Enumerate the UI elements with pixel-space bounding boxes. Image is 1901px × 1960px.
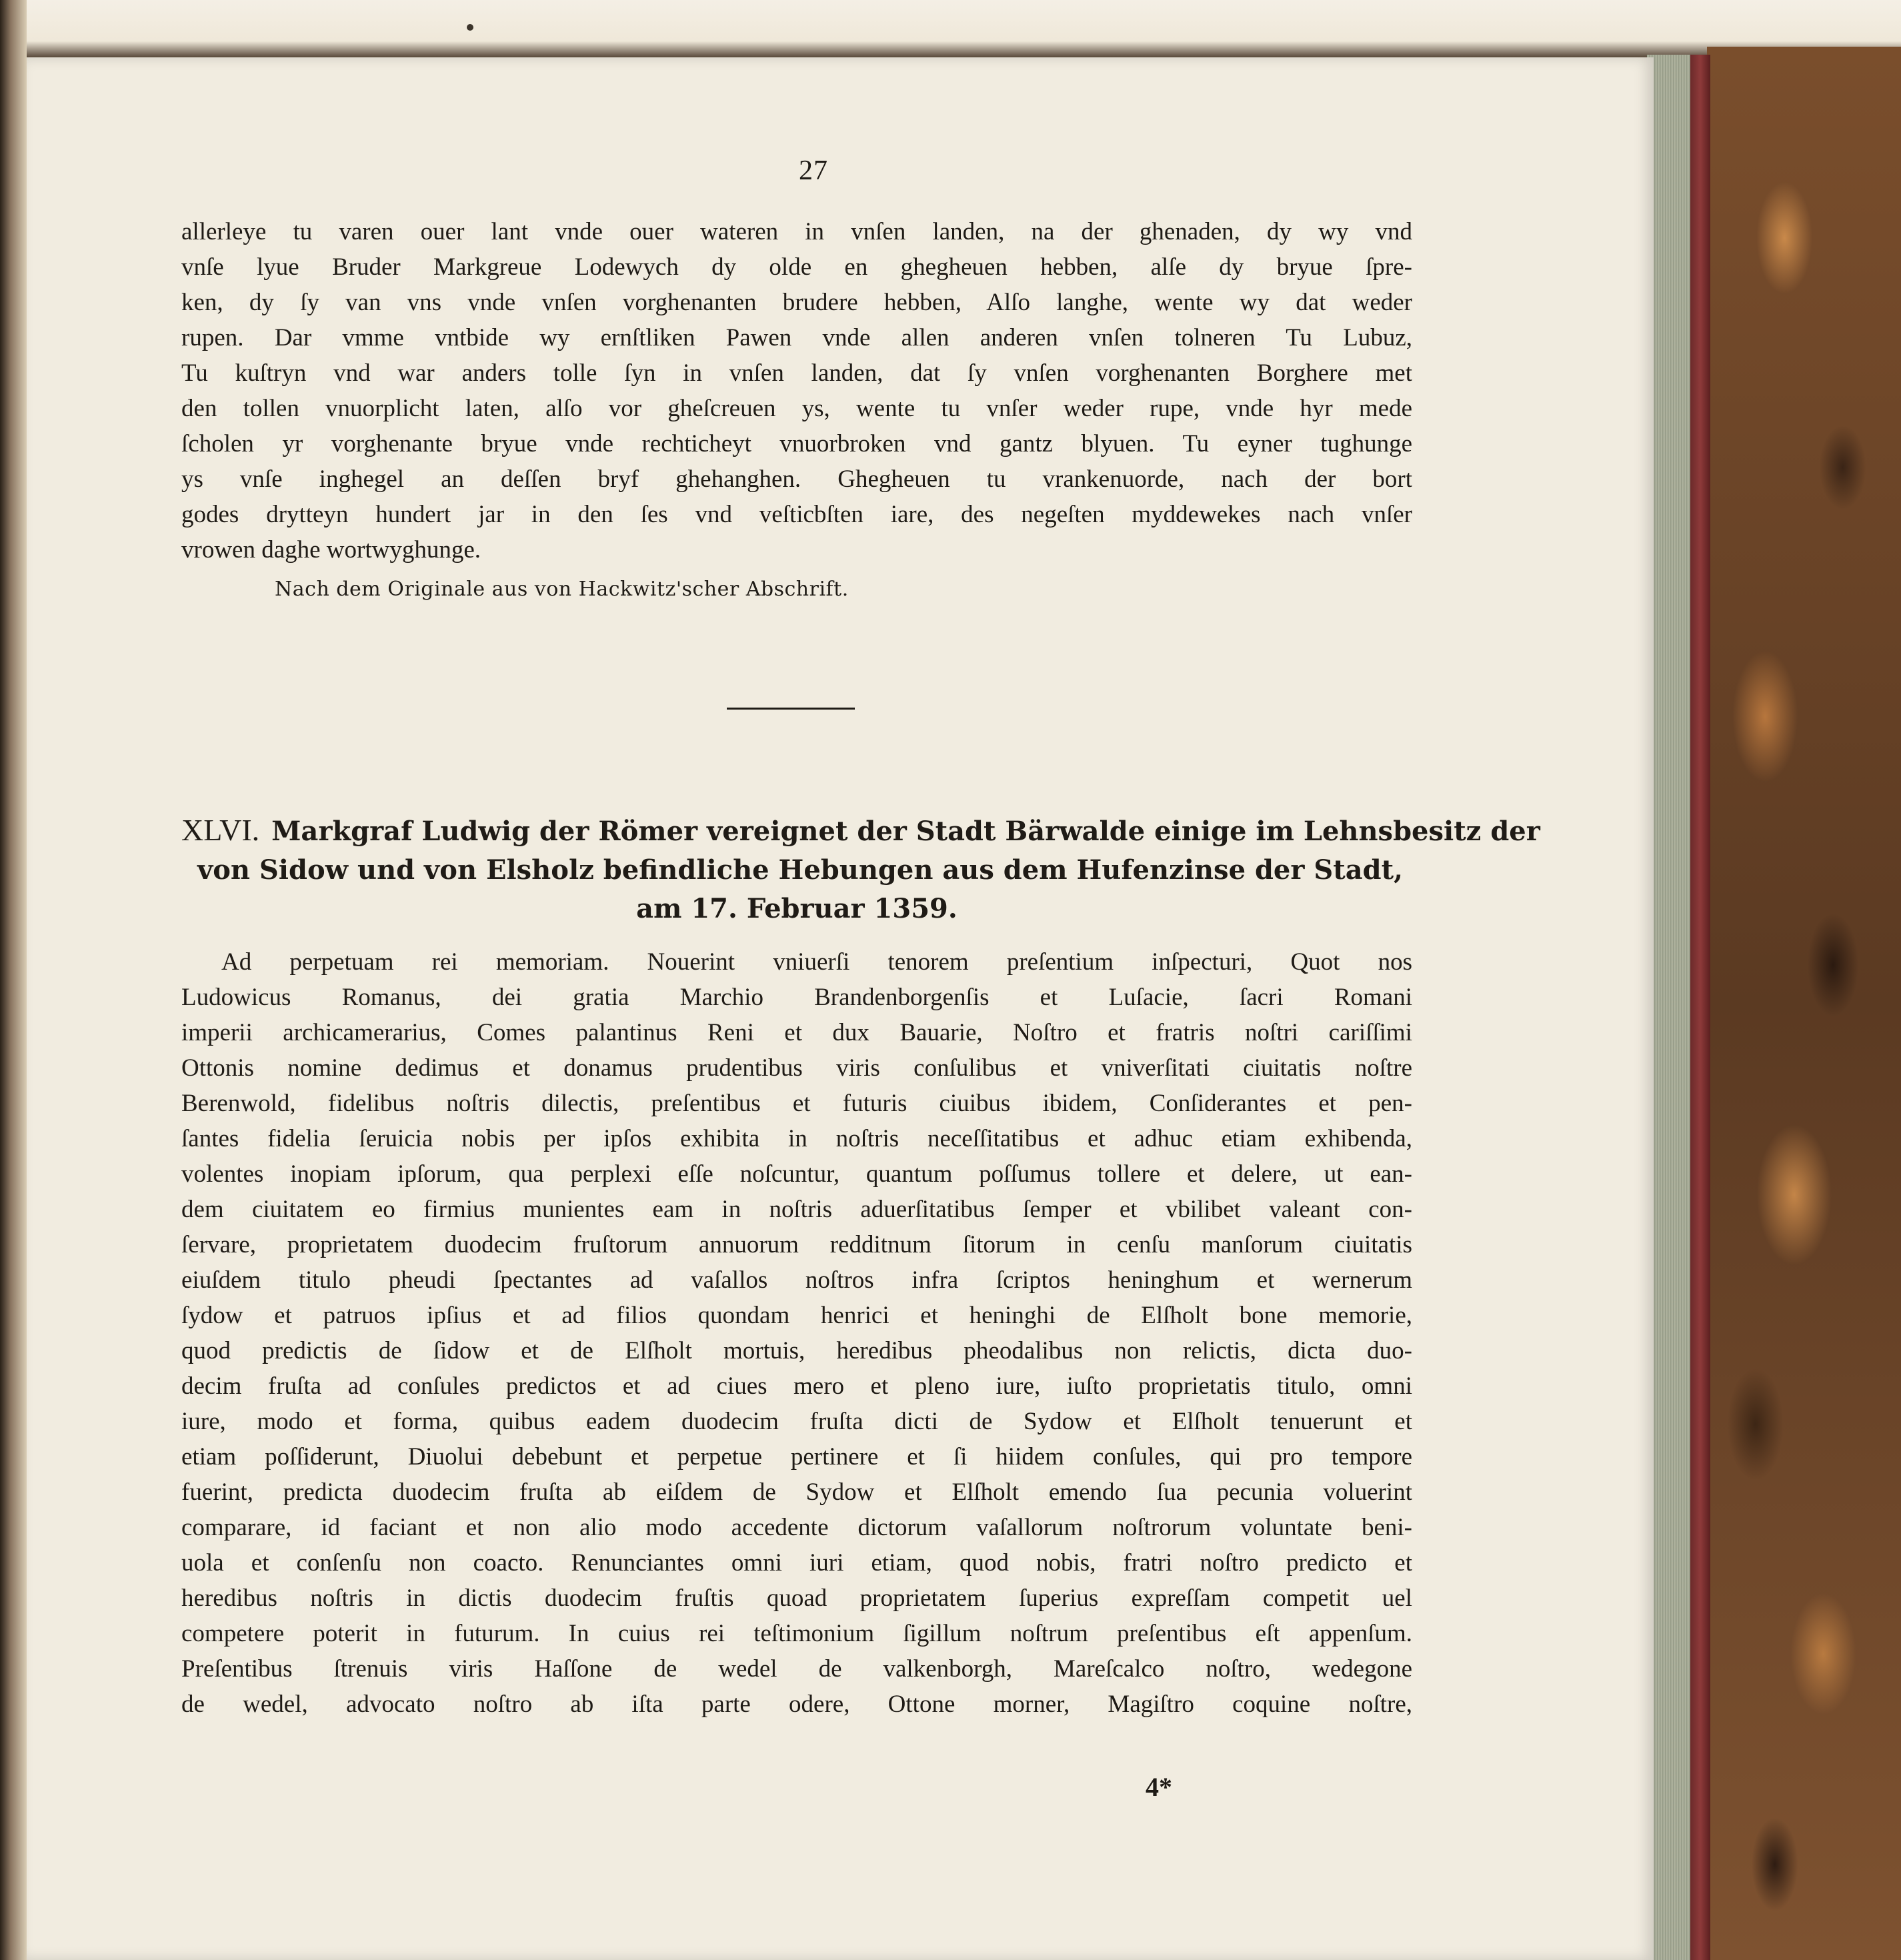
heading-text-1: Markgraf Ludwig der Römer vereignet der Stadt Bärwalde einige im Lehnsbesitz der — [271, 816, 1540, 847]
text-line: Preſentibus ſtrenuis viris Haſſone de wedel de valkenborgh, Mareſcalco noſtro, wedegone — [181, 1655, 1412, 1683]
text-line: ken, dy ſy van vns vnde vnſen vorghenanten brudere hebben, Alſo langhe, wente wy dat weder — [181, 289, 1412, 316]
heading-line-2: von Sidow und von Elsholz befindliche Hebungen aus dem Hufenzinse der Stadt, — [197, 854, 1404, 886]
heading-line-3: am 17. Februar 1359. — [636, 893, 958, 924]
text-line: fuerint, predicta duodecim fruſta ab eiſdem de Sydow et Elſholt emendo ſua pecunia voluerint — [181, 1479, 1412, 1506]
text-line: quod predictis de ſidow et de Elſholt mortuis, heredibus pheodalibus non relictis, dicta duo- — [181, 1337, 1412, 1364]
text-line: dem ciuitatem eo firmius munientes eam in noſtris aduerſitatibus ſemper et vbilibet valeant con- — [181, 1196, 1412, 1223]
paragraph-continuation — [181, 214, 1412, 568]
text-line: godes drytteyn hundert jar in den ſes vnd veſticbſten iare, des negeſten myddewekes nach vnſer — [181, 501, 1412, 528]
text-line: volentes inopiam ipſorum, qua perplexi eſſe noſcuntur, quantum poſſumus tollere et delere, ut ean- — [181, 1160, 1412, 1188]
document-heading — [181, 811, 1540, 928]
source-note: Nach dem Originale aus von Hackwitz'scher Abschrift. — [275, 578, 849, 601]
marbled-cover — [1707, 47, 1901, 1960]
top-edge — [0, 0, 1901, 59]
signature-mark: 4* — [1146, 1772, 1172, 1802]
section-divider — [727, 708, 855, 710]
charter-text — [181, 944, 1412, 1722]
left-binding-edge — [0, 0, 27, 1960]
text-line: rupen. Dar vmme vntbide wy ernſtliken Pawen vnde allen anderen vnſen tolneren Tu Lubuz, — [181, 324, 1412, 351]
heading-line-1 — [181, 811, 1540, 851]
text-line: ſydow et patruos ipſius et ad filios quondam henrici et heninghi de Elſholt bone memorie, — [181, 1302, 1412, 1329]
text-line: heredibus noſtris in dictis duodecim fruſtis quoad proprietatem ſuperius expreſſam competit uel — [181, 1585, 1412, 1612]
text-line: eiuſdem titulo pheudi ſpectantes ad vaſallos noſtros infra ſcriptos heninghum et wernerum — [181, 1266, 1412, 1294]
text-line: Ottonis nomine dedimus et donamus prudentibus viris conſulibus et vniverſitati ciuitatis noſtre — [181, 1054, 1412, 1082]
text-line: uola et conſenſu non coacto. Renunciantes omni iuri etiam, quod nobis, fratri noſtro predicto et — [181, 1549, 1412, 1577]
text-line: decim fruſta ad conſules predictos et ad ciues mero et pleno iure, iuſto proprietatis titulo, omni — [181, 1372, 1412, 1400]
text-line: Berenwold, fidelibus noſtris dilectis, preſentibus et futuris ciuibus ibidem, Conſiderantes et pen- — [181, 1090, 1412, 1117]
text-line: vrowen daghe wortwyghunge. — [181, 536, 481, 564]
text-line: ſervare, proprietatem duodecim fruſtorum annuorum redditnum ſitorum in cenſu manſorum ciuitatis — [181, 1231, 1412, 1258]
text-line: iure, modo et forma, quibus eadem duodecim fruſta dicti de Sydow et Elſholt tenuerunt et — [181, 1408, 1412, 1435]
text-line: den tollen vnuorplicht laten, alſo vor gheſcreuen ys, wente tu vnſer weder rupe, vnde hyr mede — [181, 395, 1412, 422]
book-page — [27, 57, 1654, 1960]
text-line: imperii archicamerarius, Comes palantinus Reni et dux Bauarie, Noſtro et fratris noſtri cariſſimi — [181, 1019, 1412, 1046]
text-line: etiam poſſiderunt, Diuolui debebunt et perpetue pertinere et ſi hiidem conſules, qui pro tempore — [181, 1443, 1412, 1471]
dust-speck — [467, 24, 473, 31]
text-line: de wedel, advocato noſtro ab iſta parte odere, Ottone morner, Magiſtro coquine noſtre, — [181, 1691, 1412, 1718]
text-line: Ad perpetuam rei memoriam. Nouerint vniuerſi tenorem preſentium inſpecturi, Quot nos — [221, 948, 1412, 976]
text-line: ſantes fidelia ſeruicia nobis per ipſos exhibita in noſtris neceſſitatibus et adhuc etiam exhibenda, — [181, 1125, 1412, 1152]
text-line: ſcholen yr vorghenante bryue vnde rechticheyt vnuorbroken vnd gantz blyuen. Tu eyner tughunge — [181, 430, 1412, 457]
text-line: Tu kuſtryn vnd war anders tolle ſyn in vnſen landen, dat ſy vnſen vorghenanten Borghere met — [181, 359, 1412, 387]
text-line: competere poterit in futurum. In cuius rei teſtimonium ſigillum noſtrum preſentibus eſt appenſum. — [181, 1620, 1412, 1647]
text-line: ys vnſe inghegel an deſſen bryf ghehanghen. Ghegheuen tu vrankenuorde, nach der bort — [181, 465, 1412, 493]
text-line: Ludowicus Romanus, dei gratia Marchio Brandenborgenſis et Luſacie, ſacri Romani — [181, 984, 1412, 1011]
text-line: allerleye tu varen ouer lant vnde ouer wateren in vnſen landen, na der ghenaden, dy wy vnd — [181, 218, 1412, 245]
page-number: 27 — [799, 155, 828, 186]
text-line: vnſe lyue Bruder Markgreue Lodewych dy olde en ghegheuen hebben, alſe dy bryue ſpre- — [181, 253, 1412, 281]
red-edge-band — [1690, 55, 1710, 1960]
text-line: comparare, id faciant et non alio modo accedente dictorum vaſallorum noſtrorum voluntate beni- — [181, 1514, 1412, 1541]
document-number: XLVI. — [181, 813, 260, 847]
